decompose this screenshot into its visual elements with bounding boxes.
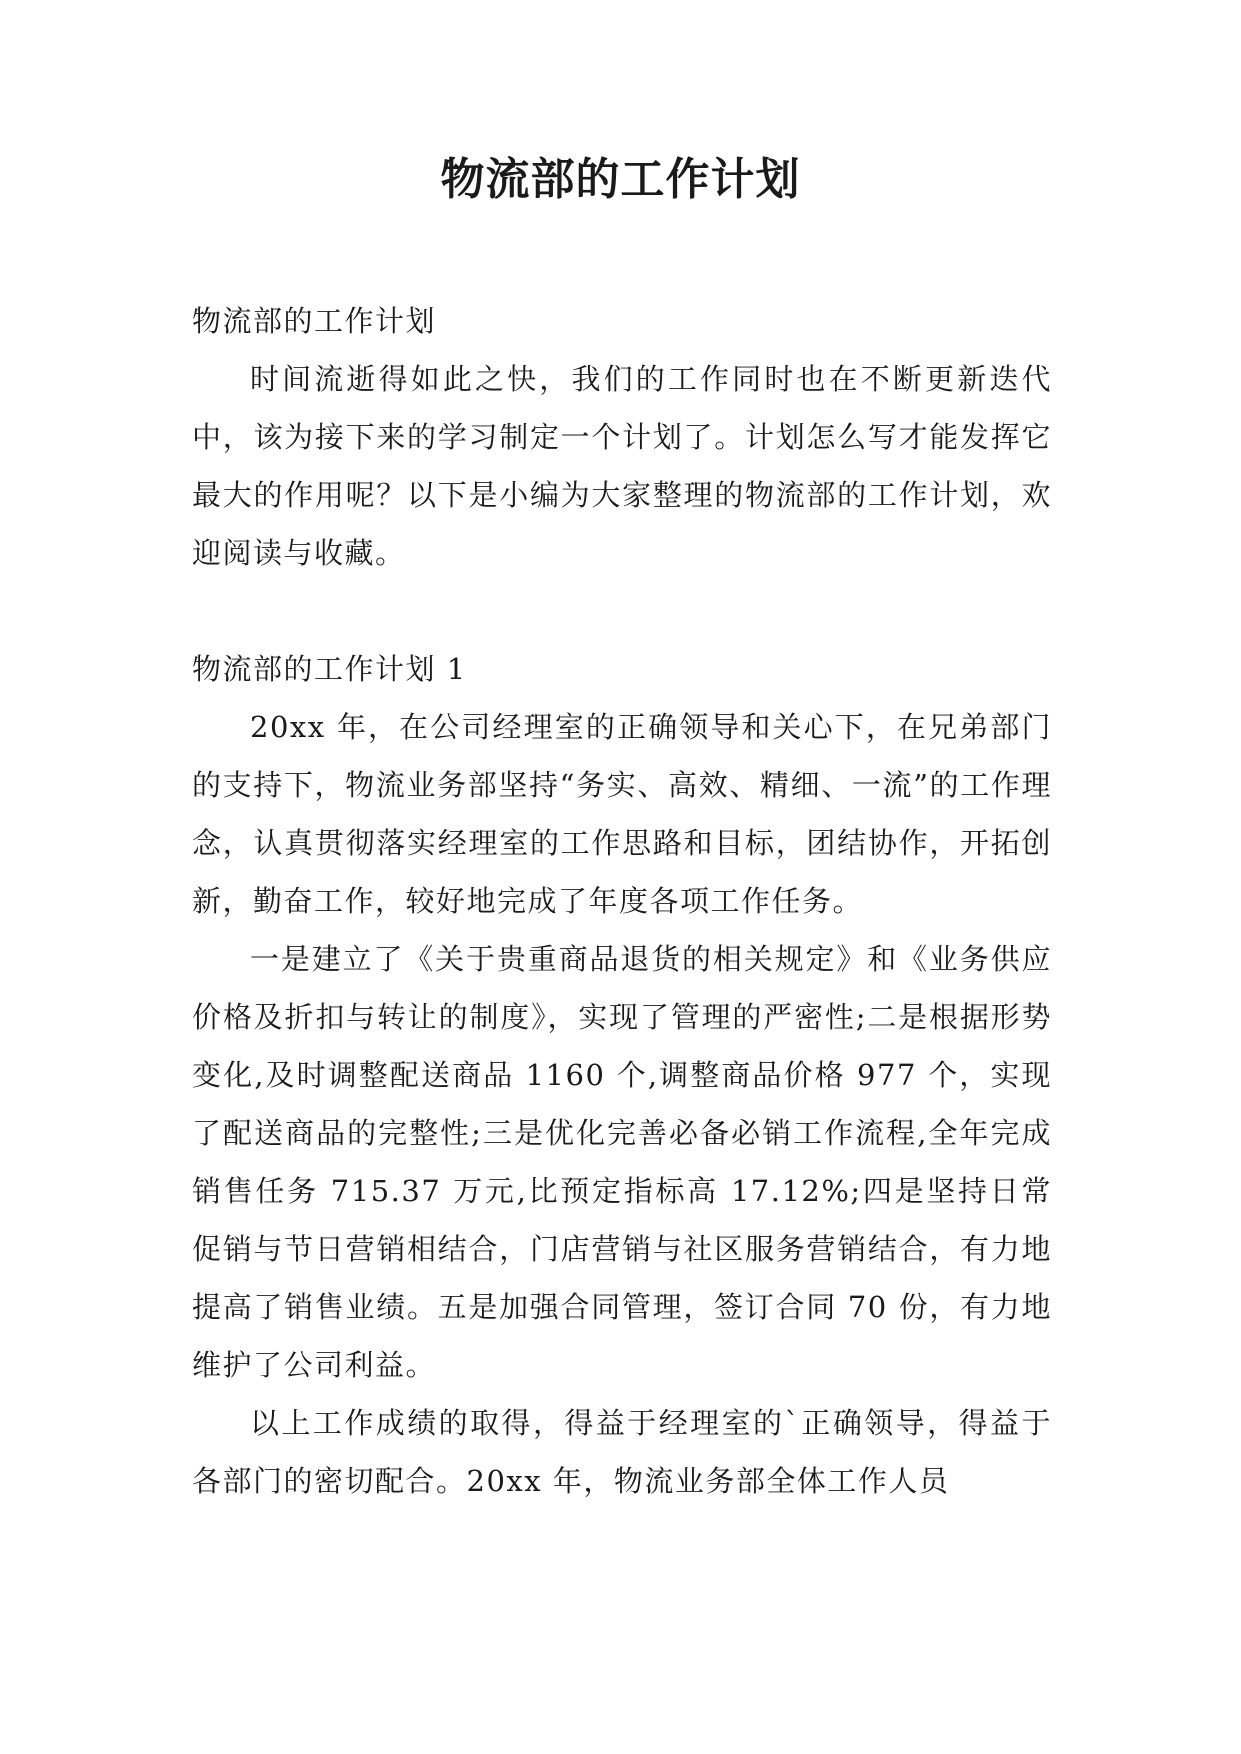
document-title: 物流部的工作计划: [440, 154, 801, 205]
body-paragraph: 以上工作成绩的取得，得益于经理室的`正确领导，得益于各部门的密切配合。20xx 年，物流业务部全体工作人员: [192, 1406, 1052, 1498]
intro-paragraph: 时间流逝得如此之快，我们的工作同时也在不断更新迭代中，该为接下来的学习制定一个计划了。计划怎么写才能发挥它最大的作用呢？以下是小编为大家整理的物流部的工作计划，欢迎阅读与收藏。: [192, 362, 1052, 570]
body-paragraph: 20xx 年，在公司经理室的正确领导和关心下，在兄弟部门的支持下，物流业务部坚持“务实、高效、精细、一流”的工作理念，认真贯彻落实经理室的工作思路和目标，团结协作，开拓创新，勤奋工作，较好地完成了年度各项工作任务。: [192, 710, 1052, 918]
body-paragraph: 一是建立了《关于贵重商品退货的相关规定》和《业务供应价格及折扣与转让的制度》，实现了管理的严密性;二是根据形势变化,及时调整配送商品 1160 个,调整商品价格 977 个，实现了配送商品的完整性;三是优化完善必备必销工作流程,全年完成销售任务 715.37 万元,比预定指标高 17.12%;四是坚持日常促销与节日营销相结合，门店营销与社区服务营销结合，有力地提高了销售业绩。五是加强合同管理，签订合同 70 份，有力地维护了公司利益。: [192, 942, 1052, 1382]
document-body: [192, 292, 1052, 1510]
subtitle: 物流部的工作计划: [192, 304, 437, 338]
paragraph-gap: [192, 582, 1052, 640]
section-heading: 物流部的工作计划 1: [192, 652, 467, 686]
